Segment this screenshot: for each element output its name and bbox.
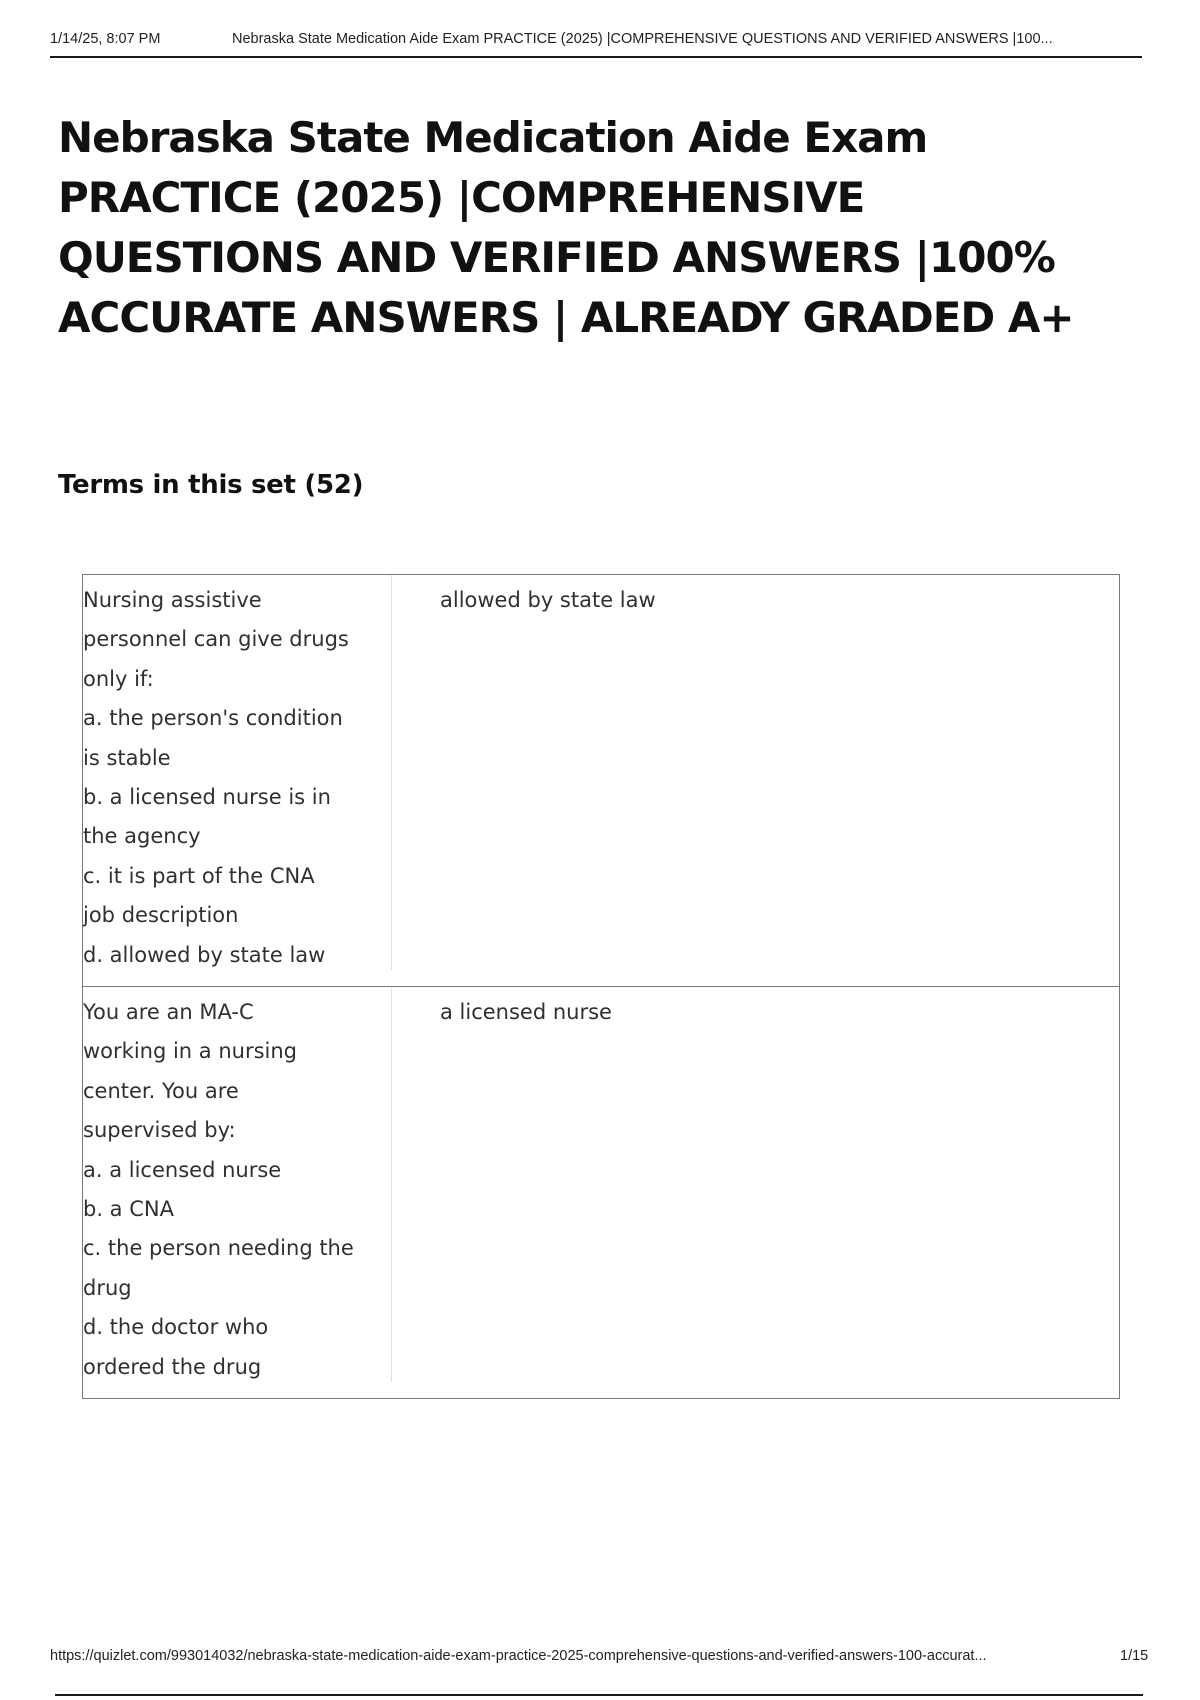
term-question <box>83 987 392 1382</box>
page-number: 1/15 <box>1120 1648 1149 1664</box>
document-title: Nebraska State Medication Aide Exam PRACTICE (2025) |COMPREHENSIVE QUESTIONS AND VERIFIED ANSWERS |100% ACCURATE ANSWERS | ALREADY GRADED A+ <box>58 113 1074 342</box>
terms-table <box>82 574 1120 1399</box>
print-page-title: Nebraska State Medication Aide Exam PRACTICE (2025) |COMPREHENSIVE QUESTIONS AND VERIFIED ANSWERS |100... <box>232 31 1053 47</box>
term-question <box>83 575 392 970</box>
term-line: a. a licensed nurse <box>83 1157 282 1182</box>
term-line: a. the person's condition <box>83 706 343 731</box>
term-card <box>83 986 1119 1398</box>
term-line: b. a licensed nurse is in <box>83 785 331 810</box>
term-line: working in a nursing <box>83 1039 297 1064</box>
answer-text: a licensed nurse <box>440 1000 612 1024</box>
term-line: b. a CNA <box>83 1197 174 1222</box>
term-line: You are an MA-C <box>83 1000 254 1024</box>
term-answer <box>392 987 612 1398</box>
answer-text: allowed by state law <box>440 588 656 612</box>
term-line: personnel can give drugs <box>83 627 349 652</box>
term-card <box>83 575 1119 986</box>
page-url: https://quizlet.com/993014032/nebraska-state-medication-aide-exam-practice-2025-comprehensive-questions-and-verified-answers-100-accurat... <box>50 1648 987 1664</box>
term-line: supervised by: <box>83 1118 236 1143</box>
print-date: 1/14/25, 8:07 PM <box>50 31 161 47</box>
term-line: is stable <box>83 745 171 770</box>
term-line: c. the person needing the <box>83 1236 354 1261</box>
term-line: the agency <box>83 824 201 849</box>
term-line: job description <box>83 903 239 928</box>
print-header <box>50 28 1142 58</box>
term-line: d. allowed by state law <box>83 942 326 967</box>
term-line: d. the doctor who <box>83 1315 269 1340</box>
term-answer <box>392 575 656 986</box>
term-line: Nursing assistive <box>83 588 262 612</box>
term-line: c. it is part of the CNA <box>83 863 315 888</box>
term-line: center. You are <box>83 1078 239 1103</box>
term-line: only if: <box>83 666 154 691</box>
term-line: drug <box>83 1275 132 1300</box>
term-line: ordered the drug <box>83 1354 262 1379</box>
footer-divider <box>55 1694 1143 1696</box>
terms-heading: Terms in this set (52) <box>58 470 364 500</box>
